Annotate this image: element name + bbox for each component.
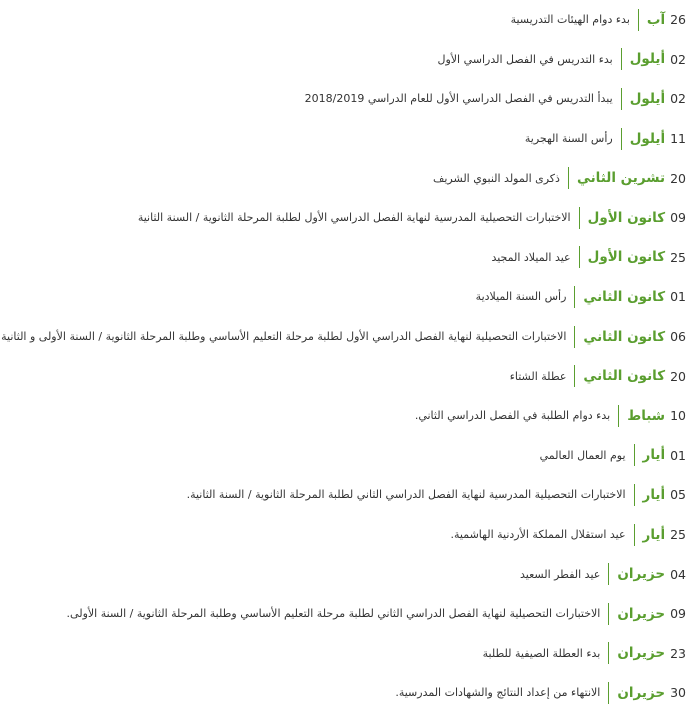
list-item: [0, 673, 698, 713]
event-day: 23: [670, 645, 686, 661]
event-date: [617, 606, 686, 622]
list-item: [0, 238, 698, 278]
event-month: أيار: [642, 447, 666, 464]
divider: [608, 563, 609, 585]
event-description: بدء التدريس في الفصل الدراسي الأول: [437, 52, 613, 66]
divider: [634, 484, 635, 506]
list-item: [0, 158, 698, 198]
event-description: بدء دوام الطلبة في الفصل الدراسي الثاني.: [414, 409, 611, 423]
event-date: [588, 210, 686, 226]
list-item: [0, 436, 698, 476]
list-item: [0, 356, 698, 396]
event-day: 09: [670, 606, 686, 622]
event-date: [583, 329, 686, 345]
list-item: [0, 79, 698, 119]
divider: [608, 642, 609, 664]
event-date: [583, 289, 686, 305]
event-day: 01: [670, 289, 686, 305]
event-day: 25: [670, 527, 686, 543]
event-month: آب: [646, 11, 666, 28]
list-item: [0, 515, 698, 555]
event-date: [577, 170, 686, 186]
event-date: [630, 131, 686, 147]
event-month: تشرين الثاني: [576, 170, 666, 187]
event-month: كانون الأول: [587, 249, 666, 266]
event-date: [583, 368, 686, 384]
event-day: 20: [670, 170, 686, 186]
event-description: الانتهاء من إعداد النتائج والشهادات المدرسية.: [395, 686, 601, 700]
event-date: [643, 527, 686, 543]
divider: [568, 167, 569, 189]
event-description: عيد استقلال المملكة الأردنية الهاشمية.: [450, 528, 626, 542]
list-item: [0, 40, 698, 80]
event-description: عطلة الشتاء: [509, 369, 567, 383]
event-day: 02: [670, 91, 686, 107]
divider: [608, 682, 609, 704]
event-description: الاختبارات التحصيلية المدرسية لنهاية الفصل الدراسي الثاني لطلبة المرحلة الثانوية / السنة الثانية.: [186, 488, 626, 502]
list-item: [0, 277, 698, 317]
event-month: أيلول: [629, 90, 666, 107]
event-date: [647, 12, 686, 28]
event-month: حزيران: [617, 684, 666, 701]
event-date: [617, 645, 686, 661]
event-day: 30: [670, 685, 686, 701]
event-day: 11: [670, 131, 686, 147]
divider: [621, 88, 622, 110]
event-date: [617, 685, 686, 701]
list-item: [0, 198, 698, 238]
event-date: [643, 487, 686, 503]
event-description: الاختبارات التحصيلية لنهاية الفصل الدراسي الأول لطلبة مرحلة التعليم الأساسي وطلبة المرحلة الثانوية / السنة الأولى و الثانية: [1, 330, 567, 344]
event-month: شباط: [627, 407, 666, 424]
event-description: بدء العطلة الصيفية للطلبة: [482, 646, 601, 660]
event-date: [643, 447, 686, 463]
event-month: أيار: [642, 486, 666, 503]
divider: [618, 405, 619, 427]
divider: [574, 365, 575, 387]
event-day: 01: [670, 447, 686, 463]
divider: [634, 524, 635, 546]
divider: [638, 9, 639, 31]
list-item: [0, 0, 698, 40]
event-day: 25: [670, 249, 686, 265]
event-month: أيلول: [629, 51, 666, 68]
divider: [634, 444, 635, 466]
event-day: 02: [670, 51, 686, 67]
list-item: [0, 554, 698, 594]
event-month: أيلول: [629, 130, 666, 147]
event-date: [617, 566, 686, 582]
list-item: [0, 594, 698, 634]
event-description: عيد الفطر السعيد: [520, 567, 601, 581]
event-day: 05: [670, 487, 686, 503]
event-date: [630, 91, 686, 107]
event-month: كانون الثاني: [583, 368, 666, 385]
event-month: حزيران: [617, 645, 666, 662]
event-description: رأس السنة الهجرية: [524, 132, 613, 146]
event-month: أيار: [642, 526, 666, 543]
divider: [579, 246, 580, 268]
event-day: 10: [670, 408, 686, 424]
list-item: [0, 634, 698, 674]
divider: [608, 603, 609, 625]
divider: [621, 48, 622, 70]
event-description: عيد الميلاد المجيد: [491, 250, 571, 264]
event-date: [588, 249, 686, 265]
event-month: حزيران: [617, 566, 666, 583]
divider: [621, 128, 622, 150]
event-description: بدء دوام الهيئات التدريسية: [510, 13, 630, 27]
event-day: 26: [670, 12, 686, 28]
divider: [574, 326, 575, 348]
event-day: 09: [670, 210, 686, 226]
divider: [574, 286, 575, 308]
event-description: يوم العمال العالمي: [539, 448, 626, 462]
list-item: [0, 119, 698, 159]
event-description: يبدأ التدريس في الفصل الدراسي الأول للعام الدراسي 2018/2019: [304, 92, 613, 106]
event-description: الاختبارات التحصيلية المدرسية لنهاية الفصل الدراسي الأول لطلبة المرحلة الثانوية / السنة الثانية: [137, 211, 571, 225]
event-day: 06: [670, 329, 686, 345]
event-month: كانون الثاني: [583, 288, 666, 305]
event-description: ذكرى المولد النبوي الشريف: [432, 171, 560, 185]
list-item: [0, 396, 698, 436]
event-date: [630, 51, 686, 67]
divider: [579, 207, 580, 229]
list-item: [0, 317, 698, 357]
event-month: كانون الثاني: [583, 328, 666, 345]
event-day: 20: [670, 368, 686, 384]
event-day: 04: [670, 566, 686, 582]
event-description: رأس السنة الميلادية: [475, 290, 567, 304]
event-date: [627, 408, 686, 424]
event-month: حزيران: [617, 605, 666, 622]
event-month: كانون الأول: [587, 209, 666, 226]
event-description: الاختبارات التحصيلية لنهاية الفصل الدراسي الثاني لطلبة مرحلة التعليم الأساسي وطلبة المرحلة الثانوية / السنة الأولى.: [66, 607, 601, 621]
list-item: [0, 475, 698, 515]
